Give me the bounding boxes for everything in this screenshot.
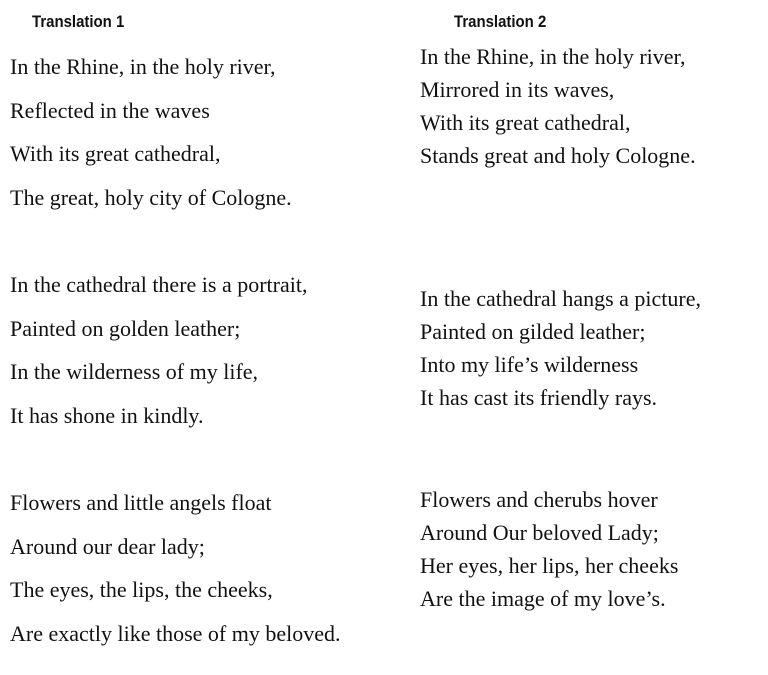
- poem-line: Mirrored in its waves,: [420, 77, 615, 102]
- poem-line: In the wilderness of my life,: [10, 359, 259, 385]
- translation-2-stanza-2: [420, 282, 701, 414]
- poem-line: Around Our beloved Lady;: [420, 520, 659, 545]
- poem-line: The great, holy city of Cologne.: [10, 184, 292, 210]
- poem-line: It has cast its friendly rays.: [420, 385, 658, 410]
- translation-2-column: [410, 0, 768, 675]
- poem-line: Reflected in the waves: [10, 97, 210, 123]
- poem-line: It has shone in kindly.: [10, 402, 204, 428]
- translation-1-heading: Translation 1: [32, 12, 125, 31]
- poem-line: Painted on gilded leather;: [420, 319, 646, 344]
- translation-1-stanza-3: [10, 481, 341, 655]
- poem-line: The eyes, the lips, the cheeks,: [10, 577, 273, 603]
- translation-2-stanza-1: [420, 40, 696, 172]
- translation-2-heading: Translation 2: [454, 12, 547, 31]
- poem-line: In the Rhine, in the holy river,: [10, 54, 276, 79]
- poem-line: In the cathedral hangs a picture,: [420, 286, 701, 311]
- poem-line: In the Rhine, in the holy river,: [420, 44, 686, 69]
- poem-line: Are the image of my love’s.: [420, 586, 666, 611]
- poem-line: Are exactly like those of my beloved.: [10, 620, 341, 646]
- poem-line: Her eyes, her lips, her cheeks: [420, 553, 679, 578]
- poem-line: Flowers and cherubs hover: [420, 487, 658, 512]
- poem-line: With its great cathedral,: [10, 141, 221, 167]
- poem-line: Flowers and little angels float: [10, 490, 272, 515]
- poem-line: Stands great and holy Cologne.: [420, 143, 696, 168]
- poem-line: With its great cathedral,: [420, 110, 631, 135]
- poem-line: Into my life’s wilderness: [420, 352, 639, 377]
- translation-1-stanza-2: [10, 263, 307, 437]
- poem-line: Around our dear lady;: [10, 533, 205, 559]
- translation-1-stanza-1: [10, 45, 292, 219]
- poem-line: Painted on golden leather;: [10, 315, 241, 341]
- translation-2-stanza-3: [420, 483, 678, 615]
- poem-line: In the cathedral there is a portrait,: [10, 272, 308, 297]
